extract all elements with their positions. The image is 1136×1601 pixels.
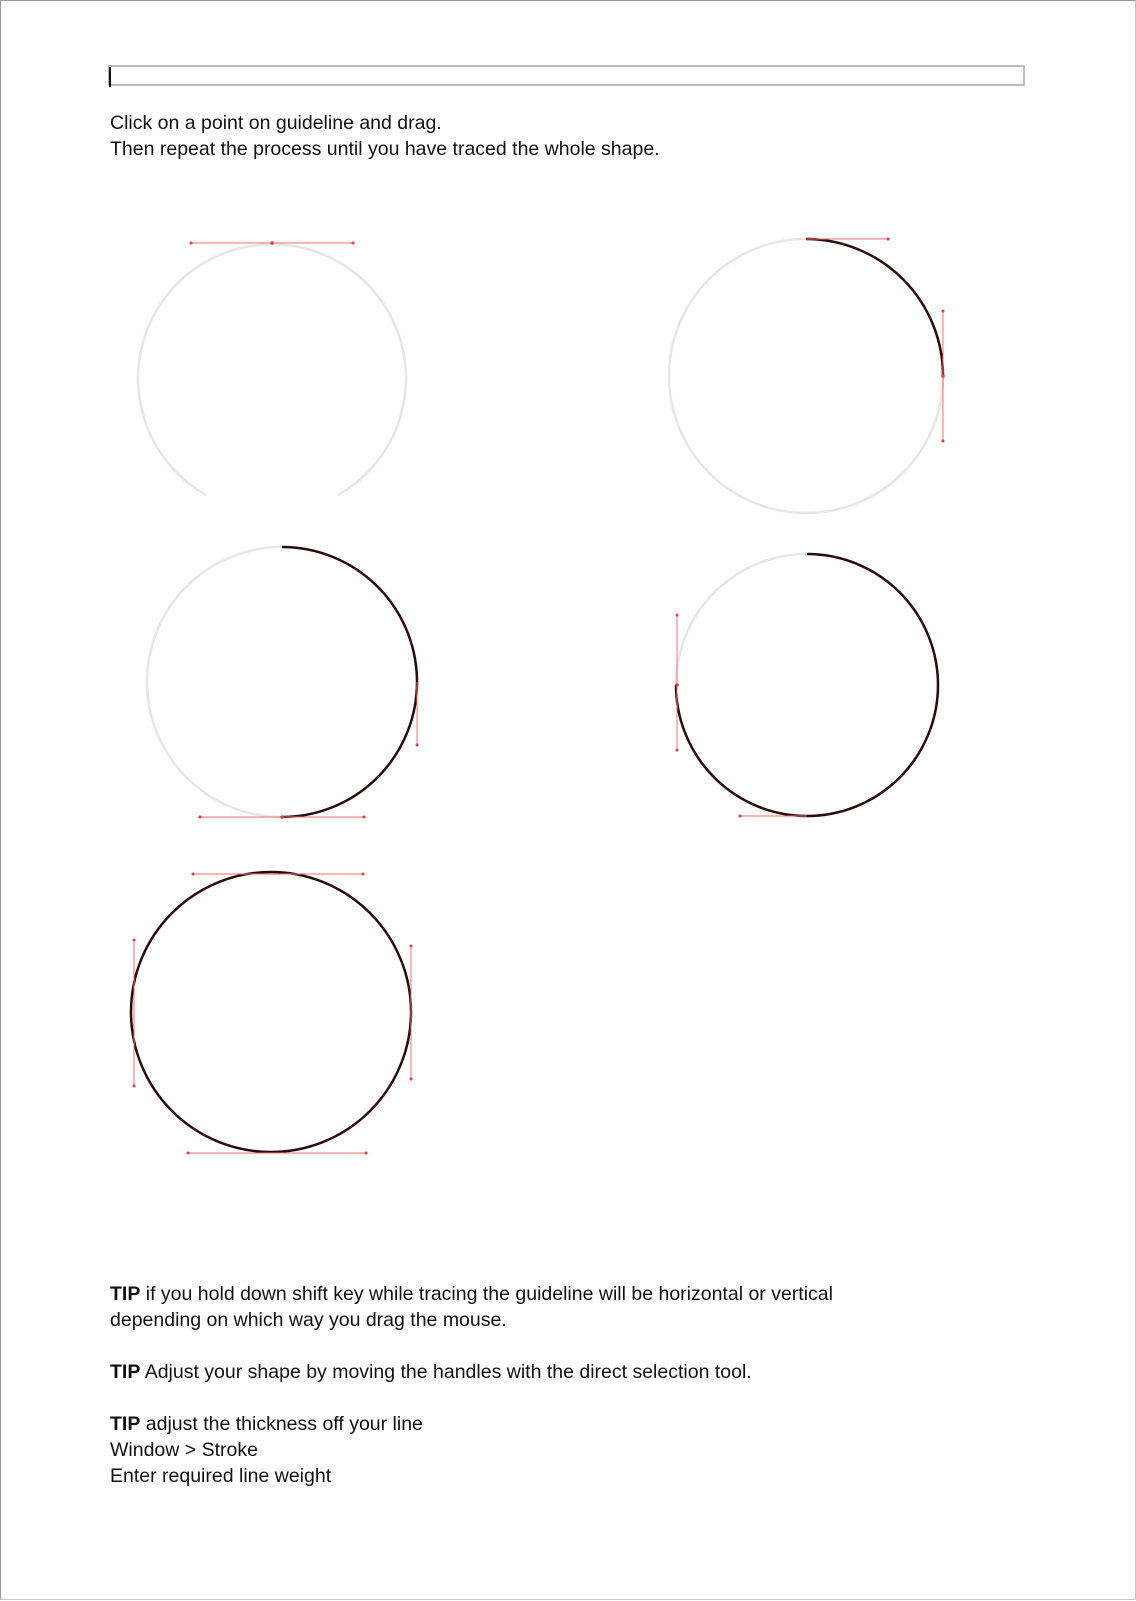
tip-label: TIP [110,1361,141,1383]
tip-label: TIP [110,1283,141,1305]
traced-path[interactable] [806,239,943,376]
traced-path[interactable] [282,547,417,817]
guide-circle [669,239,943,513]
handle-bottom[interactable] [199,815,366,819]
handle-left[interactable] [133,939,136,1088]
instruction-line-2: Then repeat the process until you have traced the whole shape. [110,138,660,160]
guide-circle [138,244,406,495]
guide-circle [147,547,417,817]
instruction-line-1: Click on a point on guideline and drag. [110,112,442,134]
step-3-circle [147,547,419,819]
tip-stroke-weight: TIP adjust the thickness off your line Window > Stroke Enter required line weight [110,1413,423,1487]
handle-right[interactable] [941,310,945,443]
tip-direct-selection: TIP Adjust your shape by moving the handles with the direct selection tool. [110,1361,752,1383]
traced-path[interactable] [676,554,938,816]
step-4-circle [675,554,938,818]
tips-section [110,1281,833,1515]
tip-label: TIP [110,1413,141,1435]
traced-path[interactable] [131,872,411,1152]
tip-shift-key: TIP if you hold down shift key while tracing the guideline will be horizontal or vertical depending on which way you drag the mouse. [110,1283,833,1331]
handle-top[interactable] [190,241,355,245]
step-2-circle [669,238,945,514]
guide-circle [676,554,938,816]
step-5-circle [131,872,413,1155]
step-1-circle [138,241,406,495]
